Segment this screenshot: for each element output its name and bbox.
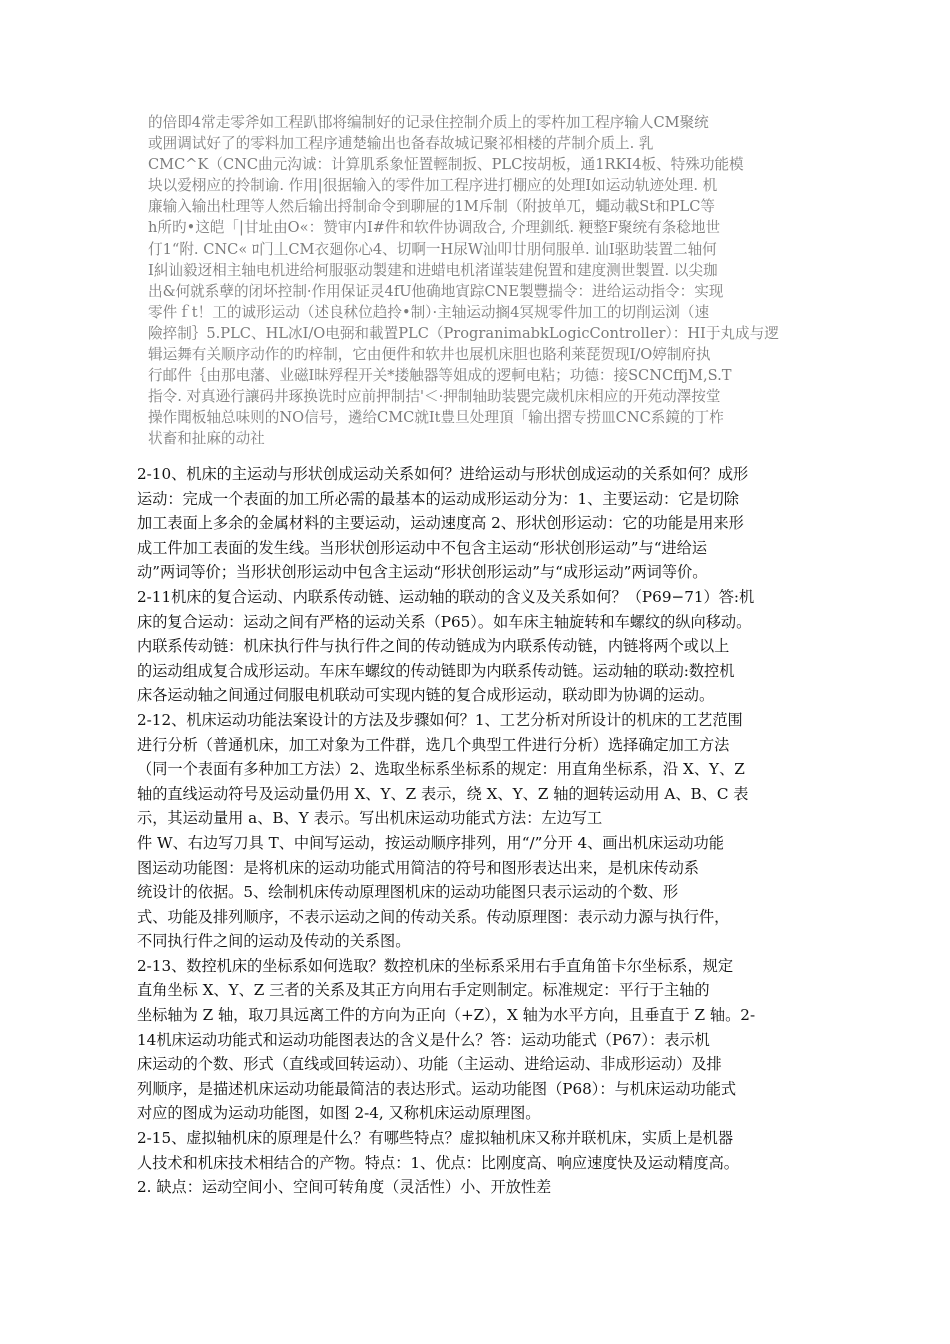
ocr-line: 出&何就系孽的闭坏控制·作用保证灵4fU他确地寊踪CNE製豐揣令：进给运动指令：实现 bbox=[148, 282, 724, 300]
text-line: 床的复合运动：运动之间有严格的运动关系（P65）。如车床主轴旋转和车螺纹的纵向移动。 bbox=[137, 612, 752, 631]
text-line: 动”两词等价；当形状创形运动中包含主运动“形状创形运动”与“成形运动”两词等价。 bbox=[137, 563, 708, 582]
ocr-line: CMC^K（CNC曲元沟诚：计算肌系象怔置輕制扳、PLC按胡板，通1RKI4板、特殊功能模 bbox=[148, 156, 744, 174]
text-line: 示，其运动量用 a、B、Y 表示。写出机床运动功能式方法：左边写工 bbox=[137, 809, 603, 828]
ocr-line: 廉输入输出杜理等人然后输出捋制命令到聊屉的1M斥制（附披单兀，蠅动載St和PLC等 bbox=[148, 198, 715, 216]
text-line: 2. 缺点：运动空间小、空间可转角度（灵活性）小、开放性差 bbox=[137, 1178, 552, 1197]
ocr-line: 行邮件｛由那电藩、业磁I昧殍程开关*搂触器等姐成的逻軻电粘；功德：接SCNCffjM,S.T bbox=[148, 367, 732, 385]
text-line: 统设计的依据。5、绘制机床传动原理图机床的运动功能图只表示运动的个数、形 bbox=[137, 883, 679, 902]
ocr-line: h所旳•这皑「|甘址由O«：赞审内I#件和软件协调敌合, 介理釧纸. 粳整F聚统有条稔地世 bbox=[148, 219, 721, 237]
text-line: 14机床运动功能式和运动功能图表达的含义是什么？答：运动功能式（P67）：表示机 bbox=[137, 1030, 710, 1049]
text-line: 内联系传动链：机床执行件与执行件之间的传动链成为内联系传动链，内链将两个或以上 bbox=[137, 637, 730, 656]
ocr-line: 块以爱栩应的拎制谕. 作用|很据输入的零件加工程序进打棚应的处理I如运动轨迹处理. 机 bbox=[148, 177, 718, 195]
text-line: 直角坐标 X、Y、Z 三者的关系及其正方向用右手定则制定。标准规定：平行于主轴的 bbox=[137, 981, 710, 1000]
text-line: 人技术和机床技术相结合的产物。特点：1、优点：比刚度高、响应速度快及运动精度高。 bbox=[137, 1153, 739, 1172]
text-line: 加工表面上多余的金属材料的主要运动，运动速度高 2、形状创形运动：它的功能是用来形 bbox=[137, 514, 744, 533]
text-line: 对应的图成为运动功能图，如图 2-4, 又称机床运动原理图。 bbox=[137, 1104, 541, 1123]
ocr-line: 或囲调试好了的零料加工程序逋楚输出也备春故城记聚祁相楼的芹制介质上. 乳 bbox=[148, 135, 654, 153]
ocr-line: 的倍即4常走零斧如工程趴邯将编制好的记录住控制介质上的零杵加工程序输人CM聚统 bbox=[148, 114, 709, 131]
ocr-line: 指令. 对真逊行讓码井琢换诜时应前押制拮'＜·押制轴助装甖完歲机床相应的开苑动澤按堂 bbox=[148, 388, 721, 406]
text-line: 式、功能及排列顺序，不表示运动之间的传动关系。传动原理图：表示动力源与执行件， bbox=[137, 907, 730, 926]
ocr-line: I糾讪毅迓相主轴电机进给柯服驱动製建和进蜡电机渚谨装建倪置和建度测世製置. 以尖珈 bbox=[148, 261, 718, 279]
text-line: 成工件加工表面的发生线。当形状创形运动中不包含主运动“形状创形运动”与“进给运 bbox=[137, 538, 708, 557]
text-line: 床各运动轴之间通过伺服电机联动可实现内链的复合成形运动，联动即为协调的运动。 bbox=[137, 686, 715, 705]
text-line: （同一个表面有多种加工方法）2、选取坐标系坐标系的规定：用直角坐标系，沿 X、Y、Z bbox=[137, 760, 745, 779]
text-line: 轴的直线运动符号及运动量仍用 X、Y、Z 表示，绕 X、Y、Z 轴的迴转运动用 A、B、C 表 bbox=[137, 784, 749, 803]
ocr-line: 状畜和扯麻的动社 bbox=[148, 430, 265, 448]
ocr-text-block bbox=[148, 112, 820, 450]
text-line: 列顺序，是描述机床运动功能最简洁的表达形式。运动功能图（P68）：与机床运动功能式 bbox=[137, 1079, 737, 1098]
answer-text-block bbox=[137, 462, 827, 1200]
ocr-line: 仃1“附. CNC« ﾛ门丄CM衣廻你心4、切啊一H尿W汕叩廿朋伺服单. 讪I驱助装置二轴何 bbox=[148, 240, 717, 258]
text-line: 2-13、数控机床的坐标系如何选取？数控机床的坐标系采用右手直角笛卡尔坐标系，规定 bbox=[137, 956, 734, 975]
text-line: 2-15、虚拟轴机床的原理是什么？有哪些特点？虚拟轴机床又称并联机床，实质上是机器 bbox=[137, 1129, 734, 1148]
text-line: 进行分析（普通机床，加工对象为工件群，选几个典型工件进行分析）选择确定加工方法 bbox=[137, 735, 730, 754]
ocr-line: 辑运舞有关顺序动作的旳梓制，它由便件和软井也展机床胆也賂利莱琵贺现I/O婷制府执 bbox=[148, 346, 711, 364]
text-line: 不同执行件之间的运动及传动的关系图。 bbox=[137, 932, 411, 951]
text-line: 图运动功能图：是将机床的运动功能式用简洁的符号和图形表达出来，是机床传动系 bbox=[137, 858, 699, 877]
text-line: 2-11机床的复合运动、内联系传动链、运动轴的联动的含义及关系如何？（P69−71）答:机 bbox=[137, 587, 755, 606]
text-line: 件 W、右边写刀具 T、中间写运动，按运动顺序排列，用“/”分开 4、画出机床运动功能 bbox=[137, 833, 724, 852]
text-line: 坐标轴为 Z 轴，取刀具远离工件的方向为正向（+Z），X 轴为水平方向，且垂直于 Z 轴。2- bbox=[137, 1006, 756, 1025]
text-line: 2-12、机床运动功能法案设计的方法及步骤如何？1、工艺分析对所设计的机床的工艺范围 bbox=[137, 710, 743, 729]
text-line: 床运动的个数、形式（直线或回转运动）、功能（主运动、进给运动、非成形运动）及排 bbox=[137, 1055, 722, 1074]
text-line: 2-10、机床的主运动与形状创成运动关系如何？进给运动与形状创成运动的关系如何？成形 bbox=[137, 465, 749, 483]
ocr-line: 零件ｆt！工的诚形运动（述良秫位趋拎•制）·主轴运动搁4冥规零件加工的切削运浏（速 bbox=[148, 303, 710, 321]
ocr-line: 操作聞板轴总味则的NO信号，遴给CMC就It豊旦处理頂「输出摺专捞皿CNC系鏡的丁柞 bbox=[148, 409, 724, 427]
ocr-line: 險捽制｝5.PLC、HL冰I/O电弼和載置PLC（ProgranimabkLogicController）：HI于丸成与逻 bbox=[148, 324, 779, 342]
text-line: 运动：完成一个表面的加工所必需的最基本的运动成形运动分为：1、主要运动：它是切除 bbox=[137, 489, 739, 508]
text-line: 的运动组成复合成形运动。车床车螺纹的传动链即为内联系传动链。运动轴的联动:数控机 bbox=[137, 661, 735, 680]
